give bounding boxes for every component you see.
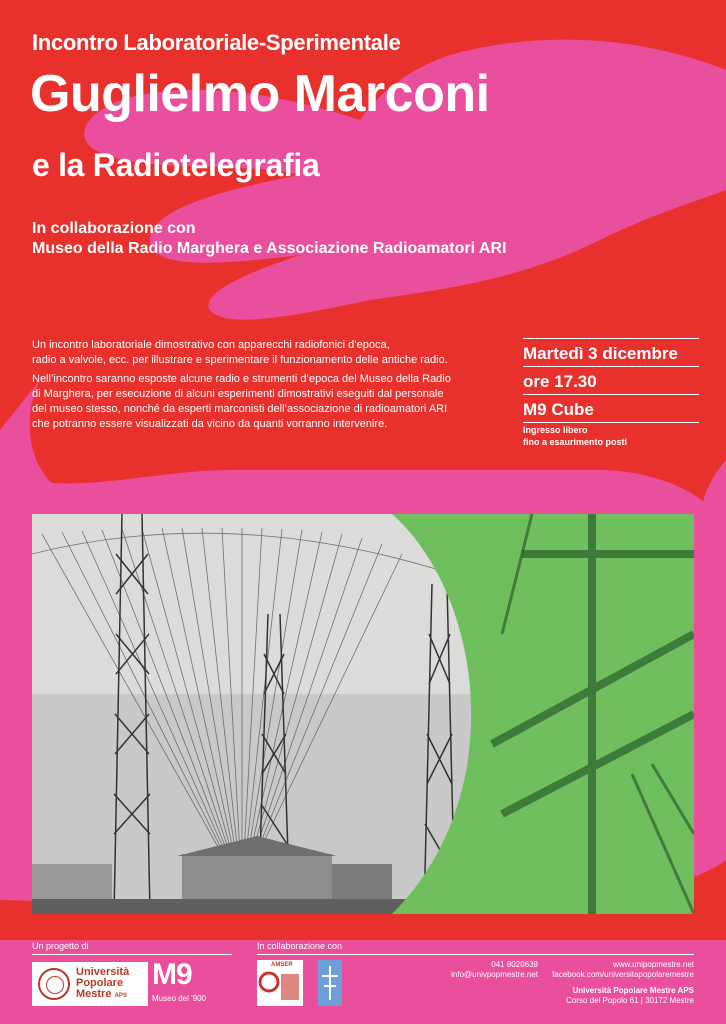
project-label: Un progetto di bbox=[32, 941, 89, 951]
collaboration-partners: Museo della Radio Marghera e Associazione Radioamatori ARI bbox=[32, 240, 507, 257]
contact-block bbox=[451, 960, 538, 980]
collaboration-label: In collaborazione con bbox=[32, 220, 196, 237]
m9-logo: M9 bbox=[152, 958, 192, 991]
p2-line-3: del museo stesso, nonché da esperti marconisti dell’associazione di radioamatori ARI bbox=[32, 403, 448, 415]
p2-line-2: di Marghera, per esecuzione di alcuni esperimenti dimostrativi eseguiti dal personale bbox=[32, 388, 444, 400]
organization-address: Corso del Popolo 61 | 30172 Mestre bbox=[566, 996, 694, 1005]
organization-name: Università Popolare Mestre APS bbox=[572, 986, 694, 995]
website-link[interactable]: www.unipopmestre.net bbox=[613, 960, 694, 969]
web-block bbox=[552, 960, 694, 1006]
ari-logo bbox=[318, 960, 342, 1006]
event-info-box bbox=[523, 338, 699, 423]
amser-logo-text: AMSER bbox=[271, 962, 293, 968]
amser-logo bbox=[257, 960, 303, 1006]
event-place: M9 Cube bbox=[523, 395, 699, 423]
event-subtitle: e la Radiotelegrafia bbox=[32, 147, 320, 183]
admission-note-line-2: fino a esaurimento posti bbox=[523, 437, 628, 447]
upm-logo-line-3: Mestre bbox=[76, 987, 112, 1000]
event-title: Guglielmo Marconi bbox=[30, 65, 490, 123]
ari-emblem-icon bbox=[318, 960, 342, 1006]
event-time: ore 17.30 bbox=[523, 367, 699, 395]
phone-number[interactable]: 041 8020639 bbox=[491, 960, 538, 969]
p2-line-4: che potranno essere visualizzati da vicino da quanti vorranno intervenire. bbox=[32, 418, 388, 430]
p1-line-1: Un incontro laboratoriale dimostrativo con apparecchi radiofonici d’epoca, bbox=[32, 339, 390, 351]
facebook-link[interactable]: facebook.com/universitapopolaremestre bbox=[552, 970, 694, 979]
admission-note-line-1: Ingresso libero bbox=[523, 425, 588, 435]
footer-divider-right bbox=[257, 954, 694, 955]
upm-logo-line-2: Popolare bbox=[76, 976, 124, 989]
email-link[interactable]: info@univpopmestre.net bbox=[451, 970, 538, 979]
partners-label: In collaborazione con bbox=[257, 941, 343, 951]
description-paragraph-1 bbox=[32, 338, 502, 368]
seal-icon bbox=[38, 968, 70, 1000]
upm-logo-aps: APS bbox=[114, 992, 127, 999]
antenna-towers-photo bbox=[32, 514, 694, 914]
event-kicker: Incontro Laboratoriale-Sperimentale bbox=[32, 30, 401, 55]
event-date: Martedì 3 dicembre bbox=[523, 338, 699, 367]
universita-popolare-mestre-logo bbox=[32, 962, 148, 1006]
footer-divider-left bbox=[32, 954, 232, 955]
description-paragraph-2 bbox=[32, 372, 502, 432]
admission-note bbox=[523, 424, 627, 448]
upm-logo-line-1: Università bbox=[76, 965, 130, 978]
m9-logo-subtitle: Museo del '900 bbox=[152, 994, 207, 1003]
p1-line-2: radio a valvole, ecc. per illustrare e sperimentare il funzionamento delle antiche radio. bbox=[32, 354, 448, 366]
p2-line-1: Nell’incontro saranno esposte alcune radio e strumenti d’epoca del Museo della Radio bbox=[32, 373, 451, 385]
